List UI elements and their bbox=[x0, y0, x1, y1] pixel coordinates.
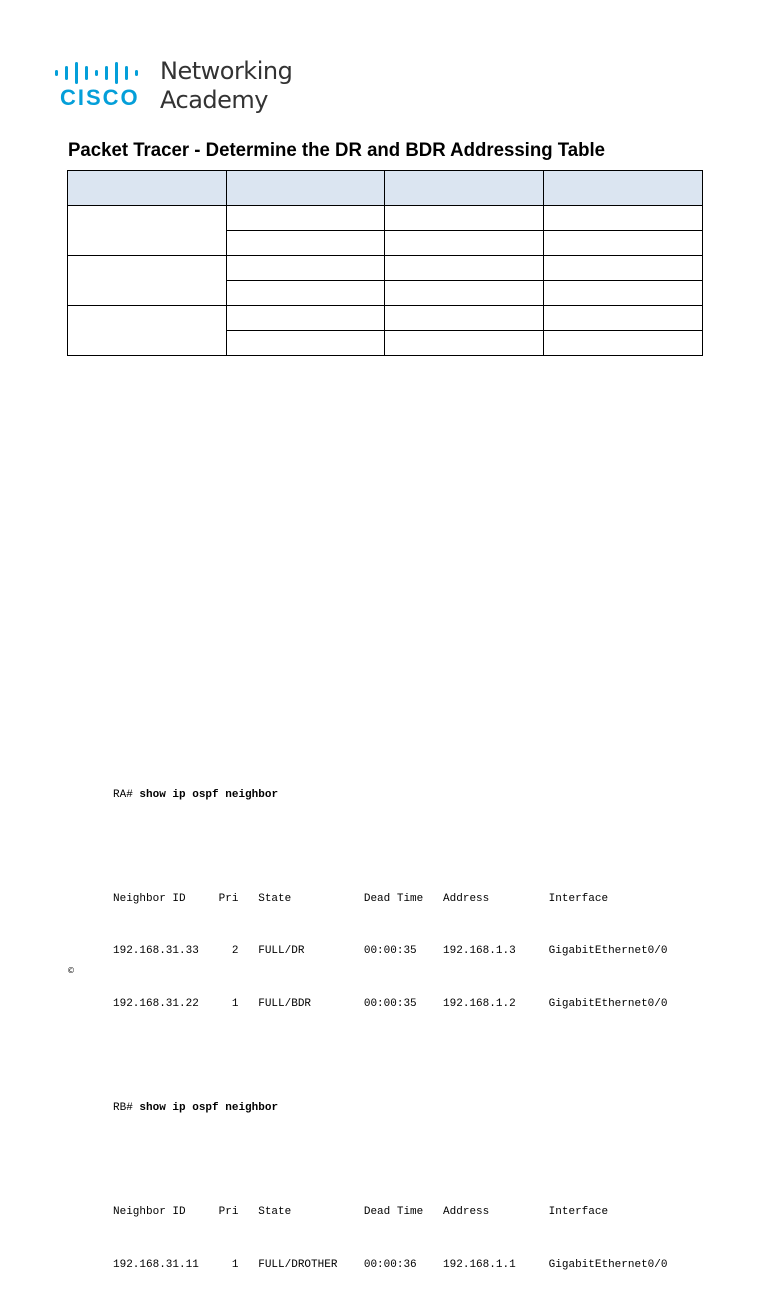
cli-command-line bbox=[113, 1100, 668, 1117]
table-cell bbox=[227, 256, 385, 281]
table-cell bbox=[544, 306, 703, 331]
cli-prompt: RA# bbox=[113, 788, 133, 801]
cli-command: show ip ospf neighbor bbox=[139, 1102, 279, 1115]
cli-output bbox=[113, 752, 668, 1291]
logo-academy-text: Academy bbox=[160, 86, 268, 114]
device-cell bbox=[68, 306, 227, 356]
cli-spacer bbox=[113, 1048, 668, 1065]
table-cell bbox=[385, 206, 544, 231]
cli-command: show ip ospf neighbor bbox=[139, 788, 279, 801]
addressing-table bbox=[67, 170, 703, 356]
cli-neighbor-row: 192.168.31.33 2 FULL/DR 00:00:35 192.168.1.3 GigabitEthernet0/0 bbox=[113, 945, 668, 958]
document-title: Packet Tracer - Determine the DR and BDR Addressing Table bbox=[68, 140, 606, 161]
cli-spacer bbox=[113, 839, 668, 856]
device-cell bbox=[68, 256, 227, 306]
table-cell bbox=[385, 231, 544, 256]
table-row bbox=[68, 206, 703, 231]
table-cell bbox=[385, 331, 544, 356]
cisco-networking-academy-logo bbox=[54, 56, 314, 120]
table-header-cell bbox=[385, 171, 544, 206]
copyright-notice: © bbox=[67, 966, 75, 975]
table-cell bbox=[227, 231, 385, 256]
cisco-bars-icon bbox=[54, 62, 150, 84]
table-header-row bbox=[68, 171, 703, 206]
table-header-cell bbox=[68, 171, 227, 206]
cli-table-header: Neighbor ID Pri State Dead Time Address Interface bbox=[113, 1206, 609, 1219]
table-cell bbox=[227, 331, 385, 356]
table-cell bbox=[227, 206, 385, 231]
table-header-cell bbox=[544, 171, 703, 206]
cli-table-header: Neighbor ID Pri State Dead Time Address Interface bbox=[113, 893, 609, 906]
cli-prompt: RB# bbox=[113, 1102, 133, 1115]
table-cell bbox=[227, 281, 385, 306]
cli-spacer bbox=[113, 1152, 668, 1169]
cisco-wordmark: CISCO bbox=[60, 85, 140, 110]
cli-command-line bbox=[113, 787, 668, 804]
table-cell bbox=[544, 231, 703, 256]
table-cell bbox=[385, 256, 544, 281]
table-row bbox=[68, 256, 703, 281]
logo-networking-text: Networking bbox=[160, 57, 293, 85]
table-cell bbox=[227, 306, 385, 331]
table-cell bbox=[385, 306, 544, 331]
table-cell bbox=[544, 331, 703, 356]
table-cell bbox=[544, 206, 703, 231]
table-cell bbox=[385, 281, 544, 306]
table-row bbox=[68, 306, 703, 331]
cli-neighbor-row: 192.168.31.22 1 FULL/BDR 00:00:35 192.168.1.2 GigabitEthernet0/0 bbox=[113, 997, 668, 1010]
cli-neighbor-row: 192.168.31.11 1 FULL/DROTHER 00:00:36 192.168.1.1 GigabitEthernet0/0 bbox=[113, 1258, 668, 1271]
device-cell bbox=[68, 206, 227, 256]
table-cell bbox=[544, 256, 703, 281]
table-header-cell bbox=[227, 171, 385, 206]
table-cell bbox=[544, 281, 703, 306]
